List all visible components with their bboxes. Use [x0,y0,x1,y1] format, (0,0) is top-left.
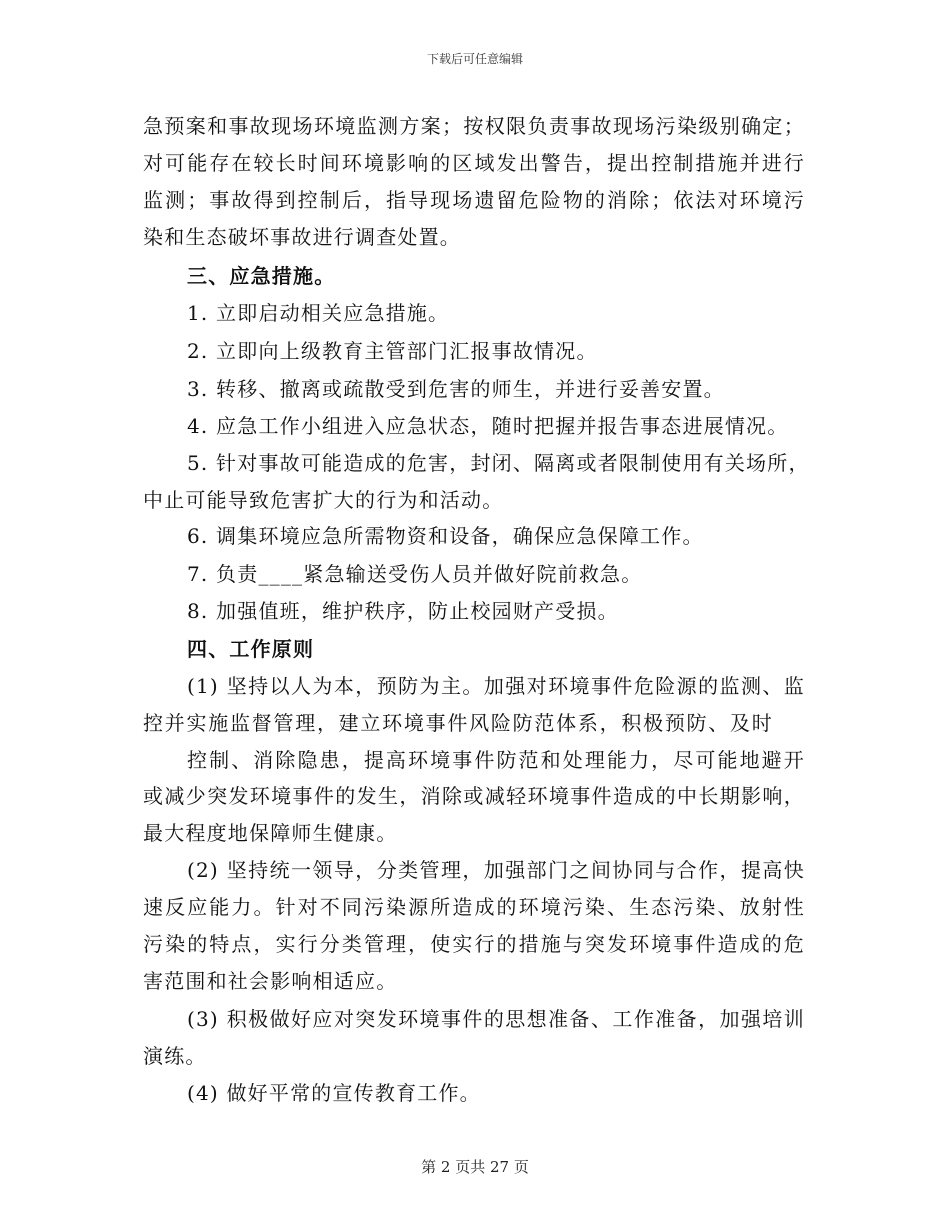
paragraph-line: (4) 做好平常的宣传教育工作。 [187,1081,481,1105]
paragraph-line: (3) 积极做好应对突发环境事件的思想准备、工作准备，加强培训 [187,1007,805,1031]
paragraph-line: (1) 坚持以人为本，预防为主。加强对环境事件危险源的监测、监 [187,674,805,698]
body-line: 染和生态破坏事故进行调查处置。 [143,225,461,249]
section-heading: 三、应急措施。 [187,264,336,288]
paragraph-line: 害范围和社会影响相适应。 [143,969,398,993]
list-item: 8. 加强值班，维护秩序，防止校园财产受损。 [187,599,619,623]
paragraph-line: (2) 坚持统一领导，分类管理，加强部门之间协同与合作，提高快 [187,858,805,882]
paragraph-line: 控制、消除隐患，提高环境事件防范和处理能力，尽可能地避开 [187,748,805,772]
list-item: 5. 针对事故可能造成的危害，封闭、隔离或者限制使用有关场所， [187,451,810,475]
body-line: 监测；事故得到控制后，指导现场遗留危险物的消除；依法对环境污 [143,188,805,212]
page-header: 下载后可任意编辑 [426,52,523,66]
body-line: 对可能存在较长时间环境影响的区域发出警告，提出控制措施并进行 [143,151,805,175]
list-item: 2. 立即向上级教育主管部门汇报事故情况。 [187,339,598,363]
page-footer: 第 2 页共 27 页 [421,1158,529,1176]
paragraph-line: 控并实施监督管理，建立环境事件风险防范体系，积极预防、及时 [143,711,773,735]
paragraph-line: 速反应能力。针对不同污染源所造成的环境污染、生态污染、放射性 [143,895,805,919]
list-item: 6. 调集环境应急所需物资和设备，确保应急保障工作。 [187,524,704,548]
paragraph-line: 或减少突发环境事件的发生，消除或减轻环境事件造成的中长期影响， [143,784,805,808]
paragraph-line: 最大程度地保障师生健康。 [143,821,398,845]
paragraph-line: 演练。 [143,1044,207,1068]
paragraph-line: 污染的特点，实行分类管理，使实行的措施与突发环境事件造成的危 [143,932,805,956]
list-item: 4. 应急工作小组进入应急状态，随时把握并报告事态进展情况。 [187,414,789,438]
body-line: 急预案和事故现场环境监测方案；按权限负责事故现场污染级别确定； [143,114,805,138]
list-item: 7. 负责____紧急输送受伤人员并做好院前救急。 [187,562,643,586]
list-item-continuation: 中止可能导致危害扩大的行为和活动。 [143,488,504,512]
list-item: 1. 立即启动相关应急措施。 [187,301,450,325]
list-item: 3. 转移、撤离或疏散受到危害的师生，并进行妥善安置。 [187,377,725,401]
section-heading: 四、工作原则 [187,637,315,661]
